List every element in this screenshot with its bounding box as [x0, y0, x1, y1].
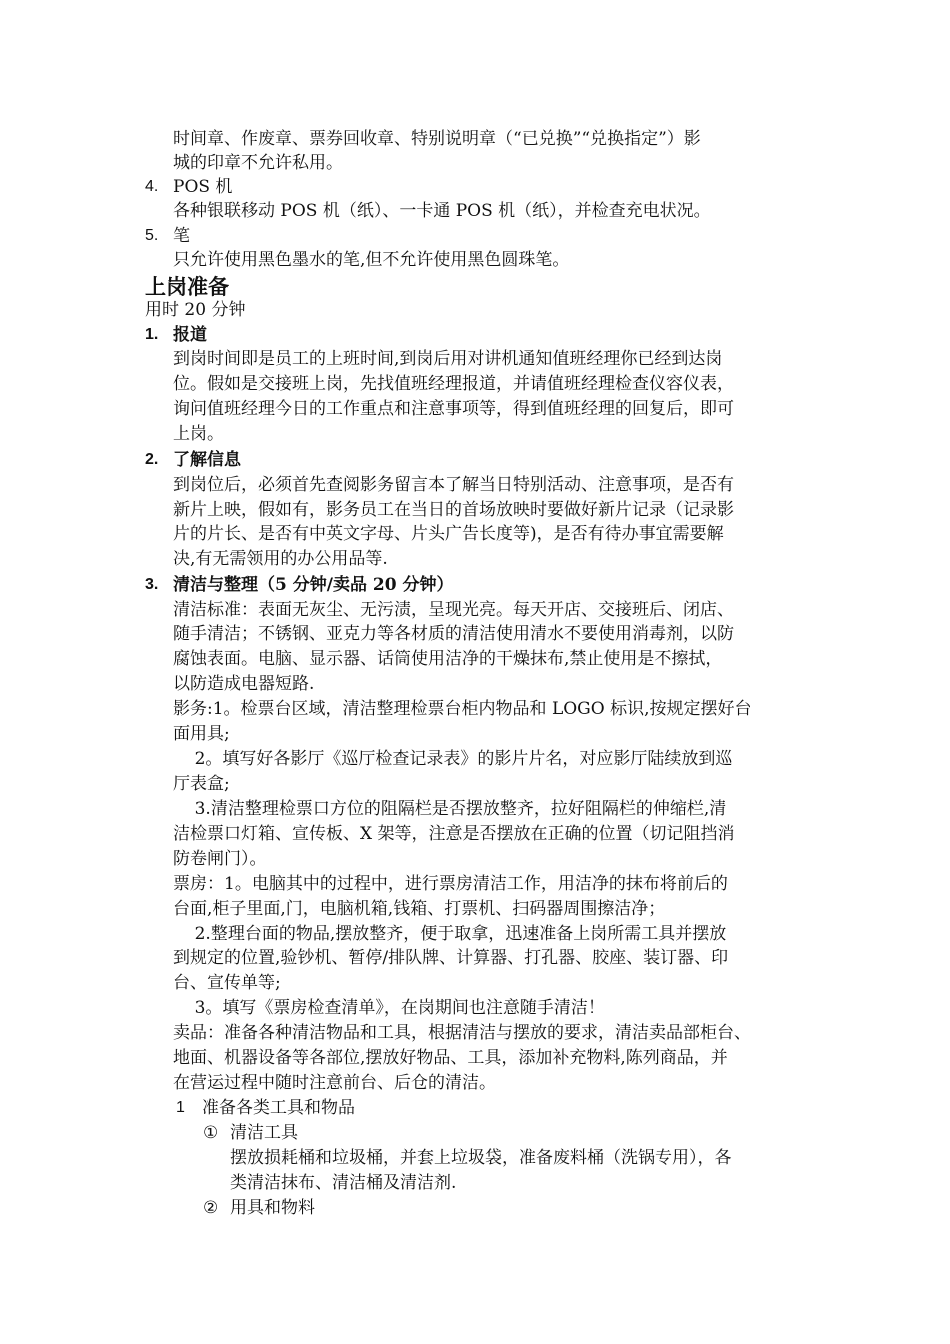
- step-text-line: 上岗。: [173, 424, 224, 444]
- step-text-line: 台面,柜子里面,门，电脑机箱,钱箱、打票机、扫码器周围擦洁净；: [173, 899, 666, 919]
- step-text-line: 3.清洁整理检票口方位的阻隔栏是否摆放整齐，拉好阻隔栏的伸缩栏,清: [173, 799, 727, 819]
- circled-marker: ②: [203, 1198, 219, 1218]
- step-text-line: 2。填写好各影厅《巡厅检查记录表》的影片片名，对应影厅陆续放到巡: [173, 749, 733, 769]
- step-text-line: 新片上映，假如有，影务员工在当日的首场放映时要做好新片记录（记录影: [173, 500, 734, 520]
- list-item-desc: 各种银联移动 POS 机（纸）、一卡通 POS 机（纸），并检查充电状况。: [173, 201, 711, 221]
- step-text-line: 3。填写《票房检查清单》，在岗期间也注意随手清洁！: [173, 998, 605, 1018]
- section-time: 用时 20 分钟: [145, 300, 246, 320]
- step-number: 3.: [145, 576, 159, 593]
- step-text-line: 腐蚀表面。电脑、显示器、话筒使用洁净的干燥抹布,禁止使用是不擦拭，: [173, 649, 723, 669]
- list-item-title: 笔: [173, 226, 190, 246]
- step-text-line: 台、宣传单等;: [173, 973, 281, 993]
- equipment-text-line: 城的印章不允许私用。: [173, 153, 343, 173]
- step-text-line: 洁检票口灯箱、宣传板、X 架等，注意是否摆放在正确的位置（切记阻挡消: [173, 824, 735, 844]
- step-text-line: 决,有无需领用的办公用品等.: [173, 549, 388, 569]
- list-number: 5.: [145, 227, 159, 244]
- step-text-line: 询问值班经理今日的工作重点和注意事项等，得到值班经理的回复后，即可: [173, 399, 734, 419]
- step-text-line: 面用具;: [173, 724, 230, 744]
- sublist-text-line: 摆放损耗桶和垃圾桶，并套上垃圾袋，准备废料桶（洗锅专用），各: [230, 1148, 732, 1168]
- list-item-title: POS 机: [173, 177, 233, 197]
- circled-marker: ①: [203, 1123, 219, 1143]
- step-text-line: 地面、机器设备等各部位,摆放好物品、工具，添加补充物料,陈列商品，并: [173, 1048, 728, 1068]
- equipment-text-line: 时间章、作废章、票券回收章、特别说明章（“已兑换”“兑换指定”）影: [173, 129, 701, 149]
- step-title: 清洁与整理（5 分钟/卖品 20 分钟）: [173, 575, 454, 595]
- sublist-number: 1: [176, 1099, 185, 1116]
- step-text-line: 厅表盒;: [173, 774, 230, 794]
- step-text-line: 到规定的位置,验钞机、暂停/排队牌、计算器、打孔器、胶座、装订器、印: [173, 948, 729, 968]
- list-number: 4.: [145, 178, 159, 195]
- step-title: 了解信息: [173, 450, 241, 470]
- list-item-desc: 只允许使用黑色墨水的笔,但不允许使用黑色圆珠笔。: [173, 250, 570, 270]
- step-number: 2.: [145, 451, 159, 468]
- step-text-line: 清洁标准：表面无灰尘、无污渍，呈现光亮。每天开店、交接班后、闭店、: [173, 600, 734, 620]
- step-text-line: 2.整理台面的物品,摆放整齐，便于取拿，迅速准备上岗所需工具并摆放: [173, 924, 727, 944]
- step-text-line: 随手清洁；不锈钢、亚克力等各材质的清洁使用清水不要使用消毒剂，以防: [173, 624, 734, 644]
- step-text-line: 以防造成电器短路.: [173, 674, 315, 694]
- sublist-item-title: 用具和物料: [230, 1198, 315, 1218]
- step-text-line: 到岗时间即是员工的上班时间,到岗后用对讲机通知值班经理你已经到达岗: [173, 349, 723, 369]
- sublist-item-title: 清洁工具: [230, 1123, 298, 1143]
- sublist-title: 准备各类工具和物品: [202, 1098, 355, 1118]
- step-text-line: 在营运过程中随时注意前台、后仓的清洁。: [173, 1073, 496, 1093]
- step-text-line: 片的片长、是否有中英文字母、片头广告长度等)，是否有待办事宜需要解: [173, 524, 724, 544]
- step-text-line: 票房：1。电脑其中的过程中，进行票房清洁工作，用洁净的抹布将前后的: [173, 874, 728, 894]
- sublist-text-line: 类清洁抹布、清洁桶及清洁剂.: [230, 1173, 457, 1193]
- step-text-line: 位。假如是交接班上岗，先找值班经理报道，并请值班经理检查仪容仪表，: [173, 374, 734, 394]
- step-text-line: 防卷闸门）。: [173, 849, 267, 869]
- section-heading: 上岗准备: [145, 275, 229, 299]
- step-title: 报道: [173, 325, 207, 345]
- step-text-line: 到岗位后，必须首先查阅影务留言本了解当日特别活动、注意事项，是否有: [173, 475, 734, 495]
- step-number: 1.: [145, 326, 159, 343]
- step-text-line: 影务:1。检票台区域，清洁整理检票台柜内物品和 LOGO 标识,按规定摆好台: [173, 699, 752, 719]
- step-text-line: 卖品：准备各种清洁物品和工具，根据清洁与摆放的要求，清洁卖品部柜台、: [173, 1023, 751, 1043]
